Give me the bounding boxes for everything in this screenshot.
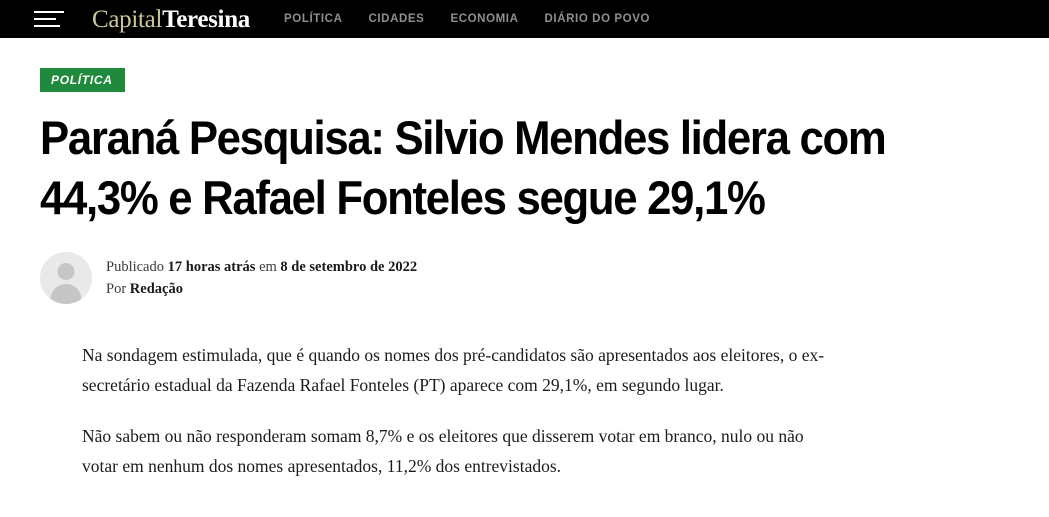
hamburger-line bbox=[34, 11, 64, 13]
article-paragraph: Não sabem ou não responderam somam 8,7% e os eleitores que disserem votar em branco, nulo ou não votar em nenhum dos nomes apresentados, 11,2% dos entrevistados. bbox=[82, 425, 804, 476]
nav-item-economia[interactable]: ECONOMIA bbox=[450, 13, 519, 25]
site-header bbox=[0, 0, 1049, 38]
byline-author-line bbox=[106, 278, 417, 300]
published-date: 8 de setembro de 2022 bbox=[280, 258, 418, 275]
site-logo-capital: Capital bbox=[92, 5, 163, 33]
hamburger-menu-icon[interactable] bbox=[34, 11, 64, 27]
author-avatar bbox=[40, 252, 92, 304]
category-badge[interactable]: POLÍTICA bbox=[40, 68, 125, 92]
byline bbox=[40, 252, 1009, 304]
avatar-body-shape bbox=[51, 284, 82, 304]
nav-item-diario-do-povo[interactable]: DIÁRIO DO POVO bbox=[544, 13, 651, 25]
main-navigation bbox=[284, 0, 650, 38]
article-body bbox=[40, 340, 830, 480]
article-container bbox=[0, 68, 1049, 481]
hamburger-line bbox=[34, 25, 60, 27]
byline-published-line bbox=[106, 256, 417, 278]
nav-item-politica[interactable]: POLÍTICA bbox=[284, 13, 343, 25]
nav-item-cidades[interactable]: CIDADES bbox=[368, 13, 425, 25]
site-logo-teresina: Teresina bbox=[162, 5, 251, 33]
author-name[interactable]: Redação bbox=[129, 281, 183, 298]
byline-text bbox=[106, 256, 417, 301]
hamburger-line bbox=[34, 18, 56, 20]
site-logo[interactable] bbox=[92, 7, 250, 32]
author-by-label: Por bbox=[106, 281, 127, 298]
article-headline: Paraná Pesquisa: Silvio Mendes lidera com 44,3% e Rafael Fonteles segue 29,1% bbox=[40, 111, 886, 225]
category-row bbox=[40, 68, 1009, 92]
published-in-label: em bbox=[259, 258, 277, 275]
published-time-ago: 17 horas atrás bbox=[167, 258, 256, 275]
article-paragraph: Na sondagem estimulada, que é quando os nomes dos pré-candidatos são apresentados aos eleitores, o ex-secretário estadual da Fazenda Rafael Fonteles (PT) aparece com 29,1%, em segundo lugar. bbox=[82, 345, 825, 396]
avatar-head-shape bbox=[58, 263, 75, 280]
published-label: Publicado bbox=[106, 258, 164, 275]
